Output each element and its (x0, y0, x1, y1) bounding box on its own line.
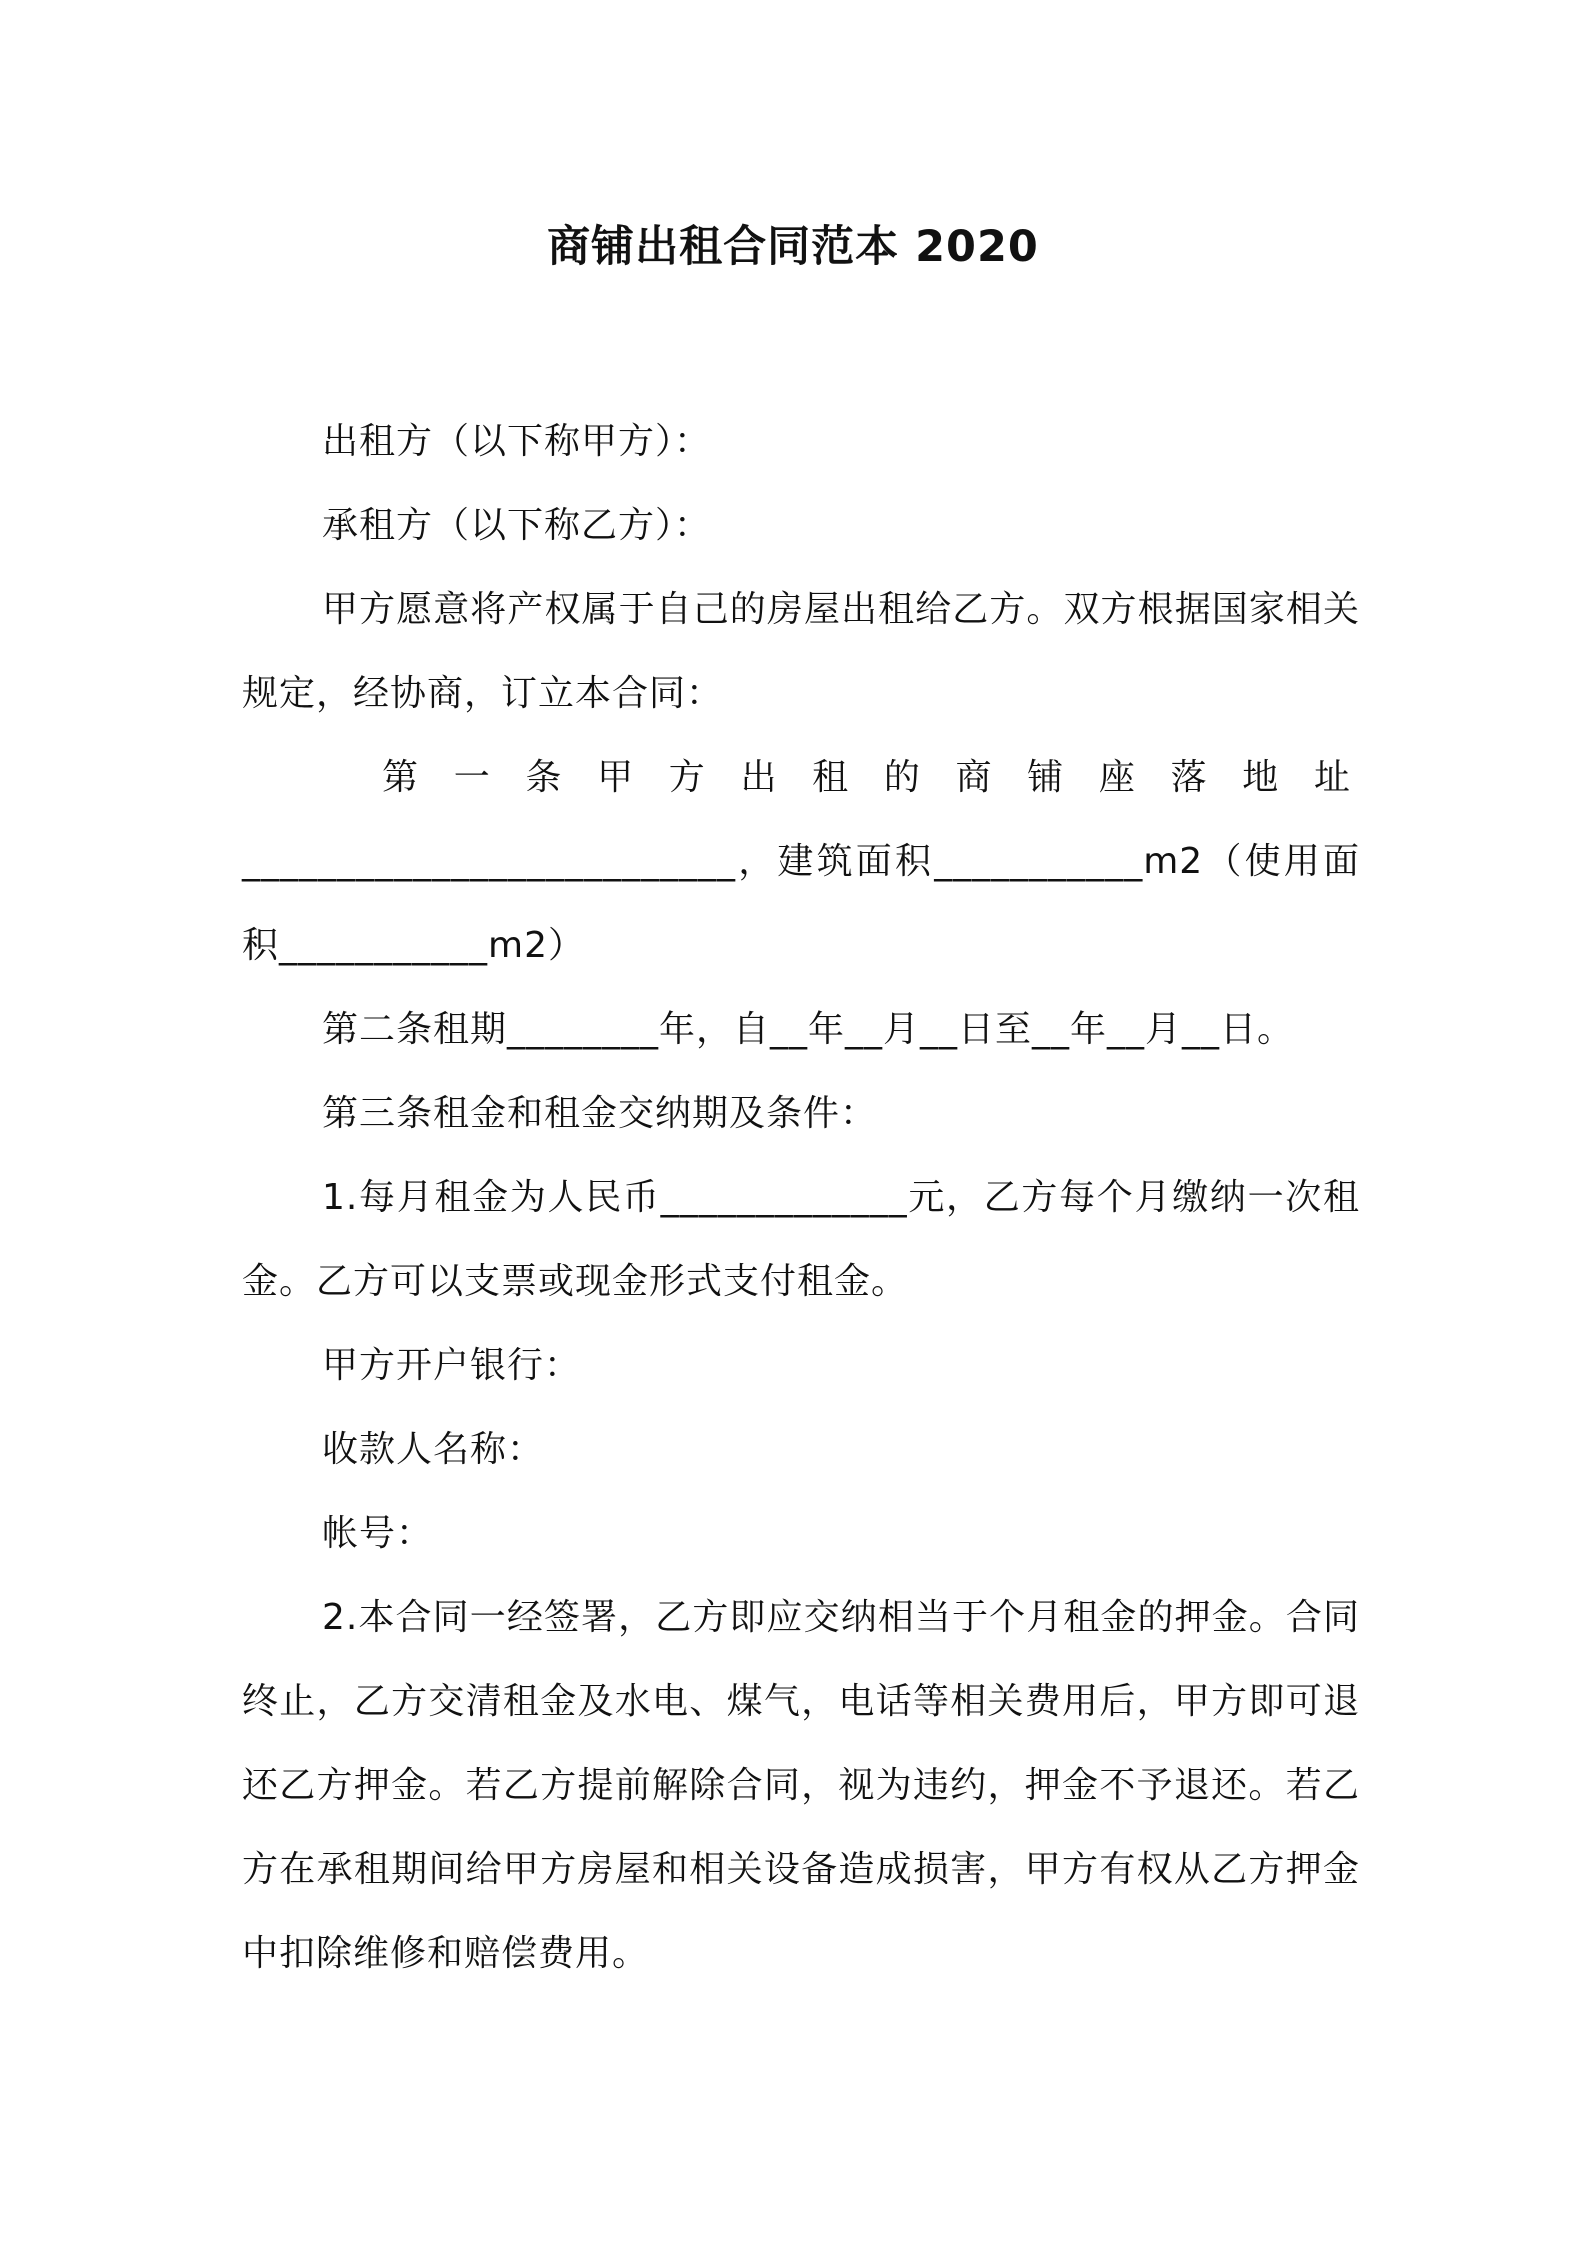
document-title: 商铺出租合同范本 2020 (547, 222, 1039, 272)
paragraph-intro: 甲方愿意将产权属于自己的房屋出租给乙方。双方根据国家相关规定，经协商，订立本合同： (242, 589, 1360, 714)
paragraph-rent-amount: 1.每月租金为人民币_____________元，乙方每个月缴纳一次租金。乙方可以支票或现金形式支付租金。 (242, 1177, 1360, 1302)
document-body (242, 400, 1360, 1996)
paragraph-payee: 收款人名称： (322, 1429, 545, 1470)
paragraph-account: 帐号： (322, 1513, 434, 1554)
paragraph-article-1-heading: 第一条甲方出租的商铺座落地址 (382, 757, 1360, 798)
paragraph-lessor: 出租方（以下称甲方）： (322, 421, 712, 462)
paragraph-lessee: 承租方（以下称乙方）： (322, 505, 712, 546)
paragraph-bank: 甲方开户银行： (322, 1345, 582, 1386)
paragraph-article-2: 第二条租期________年，自__年__月__日至__年__月__日。 (322, 1009, 1295, 1050)
paragraph-deposit: 2.本合同一经签署，乙方即应交纳相当于个月租金的押金。合同终止，乙方交清租金及水电、煤气，电话等相关费用后，甲方即可退还乙方押金。若乙方提前解除合同，视为违约，押金不予退还。若乙方在承租期间给甲方房屋和相关设备造成损害，甲方有权从乙方押金中扣除维修和赔偿费用。 (242, 1597, 1360, 1974)
paragraph-article-3: 第三条租金和租金交纳期及条件： (322, 1093, 878, 1134)
paragraph-article-1-detail: __________________________，建筑面积___________m2（使用面积___________m2） (242, 841, 1360, 966)
